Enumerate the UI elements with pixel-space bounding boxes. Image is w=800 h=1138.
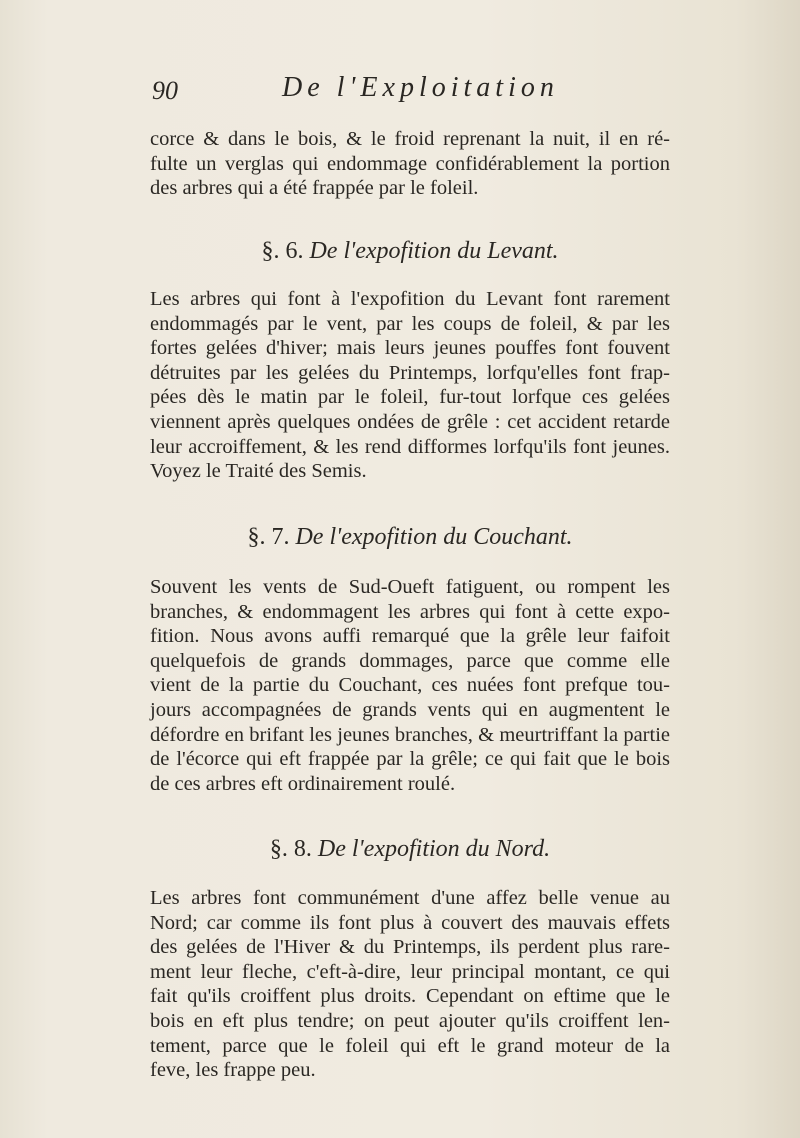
text-line: viennent après quelques ondées de grêle : cet accident retarde	[150, 410, 670, 433]
running-head: De l'Exploitation	[282, 72, 559, 103]
paragraph-levant	[150, 287, 670, 484]
text-line: fulte un verglas qui endommage confidérablement la portion	[150, 152, 670, 175]
section-title: De l'expofition du Levant.	[309, 238, 559, 264]
text-line: de l'écorce qui eft frappée par la grêle; ce qui fait que le bois	[150, 748, 670, 771]
text-line: défordre en brifant les jeunes branches, & meurtriffant la partie	[150, 723, 670, 746]
text-line: Voyez le Traité des Semis.	[150, 460, 367, 483]
section-heading-8	[150, 836, 670, 863]
section-title: De l'expofition du Nord.	[317, 836, 551, 862]
text-line: fortes gelées d'hiver; mais leurs jeunes pouffes font fouvent	[150, 337, 670, 360]
text-line: feve, les frappe peu.	[150, 1059, 316, 1082]
section-number: §. 8.	[269, 836, 312, 862]
text-line: endommagés par le vent, par les coups de foleil, & par les	[150, 312, 670, 335]
text-line: vient de la partie du Couchant, ces nuées font prefque tou-	[150, 674, 670, 697]
text-line: tement, parce que le foleil qui eft le grand moteur de la	[150, 1034, 670, 1057]
text-line: Les arbres qui font à l'expofition du Levant font rarement	[150, 288, 670, 310]
text-line: Souvent les vents de Sud-Oueft fatiguent, ou rompent les	[150, 576, 670, 598]
text-line: détruites par les gelées du Printemps, lorfqu'elles font frap-	[150, 361, 670, 384]
text-line: des gelées de l'Hiver & du Printemps, ils perdent plus rare-	[150, 936, 670, 959]
section-number: §. 6.	[261, 238, 304, 264]
text-line: branches, & endommagent les arbres qui font à cette expo-	[150, 600, 670, 623]
paragraph-intro	[150, 127, 670, 201]
paragraph-nord	[150, 886, 670, 1083]
text-line: Nord; car comme ils font plus à couvert des mauvais effets	[150, 911, 670, 934]
page-number: 90	[152, 76, 178, 105]
section-heading-7	[150, 524, 670, 551]
text-line: jours accompagnées de grands vents qui en augmentent le	[150, 698, 670, 721]
text-line: quelquefois de grands dommages, parce que comme elle	[150, 649, 670, 672]
paragraph-couchant	[150, 575, 670, 796]
text-line: fait qu'ils croiffent plus droits. Cependant on eftime que le	[150, 985, 670, 1008]
text-line: Les arbres font communément d'une affez belle venue au	[150, 887, 670, 909]
text-line: ment leur fleche, c'eft-à-dire, leur principal montant, ce qui	[150, 960, 670, 983]
text-line: de ces arbres eft ordinairement roulé.	[150, 772, 456, 795]
text-line: bois en eft plus tendre; on peut ajouter qu'ils croiffent len-	[150, 1009, 670, 1032]
section-heading-6	[150, 238, 670, 265]
text-line: fition. Nous avons auffi remarqué que la grêle leur faifoit	[150, 625, 670, 648]
page-header	[0, 70, 800, 110]
section-title: De l'expofition du Couchant.	[295, 524, 573, 550]
text-line: corce & dans le bois, & le froid reprenant la nuit, il en ré-	[150, 128, 670, 150]
text-line: leur accroiffement, & les rend difformes lorfqu'ils font jeunes.	[150, 435, 670, 458]
text-line: pées dès le matin par le foleil, fur-tout lorfque ces gelées	[150, 386, 670, 409]
text-line: des arbres qui a été frappée par le foleil.	[150, 177, 479, 200]
section-number: §. 7.	[247, 524, 290, 550]
